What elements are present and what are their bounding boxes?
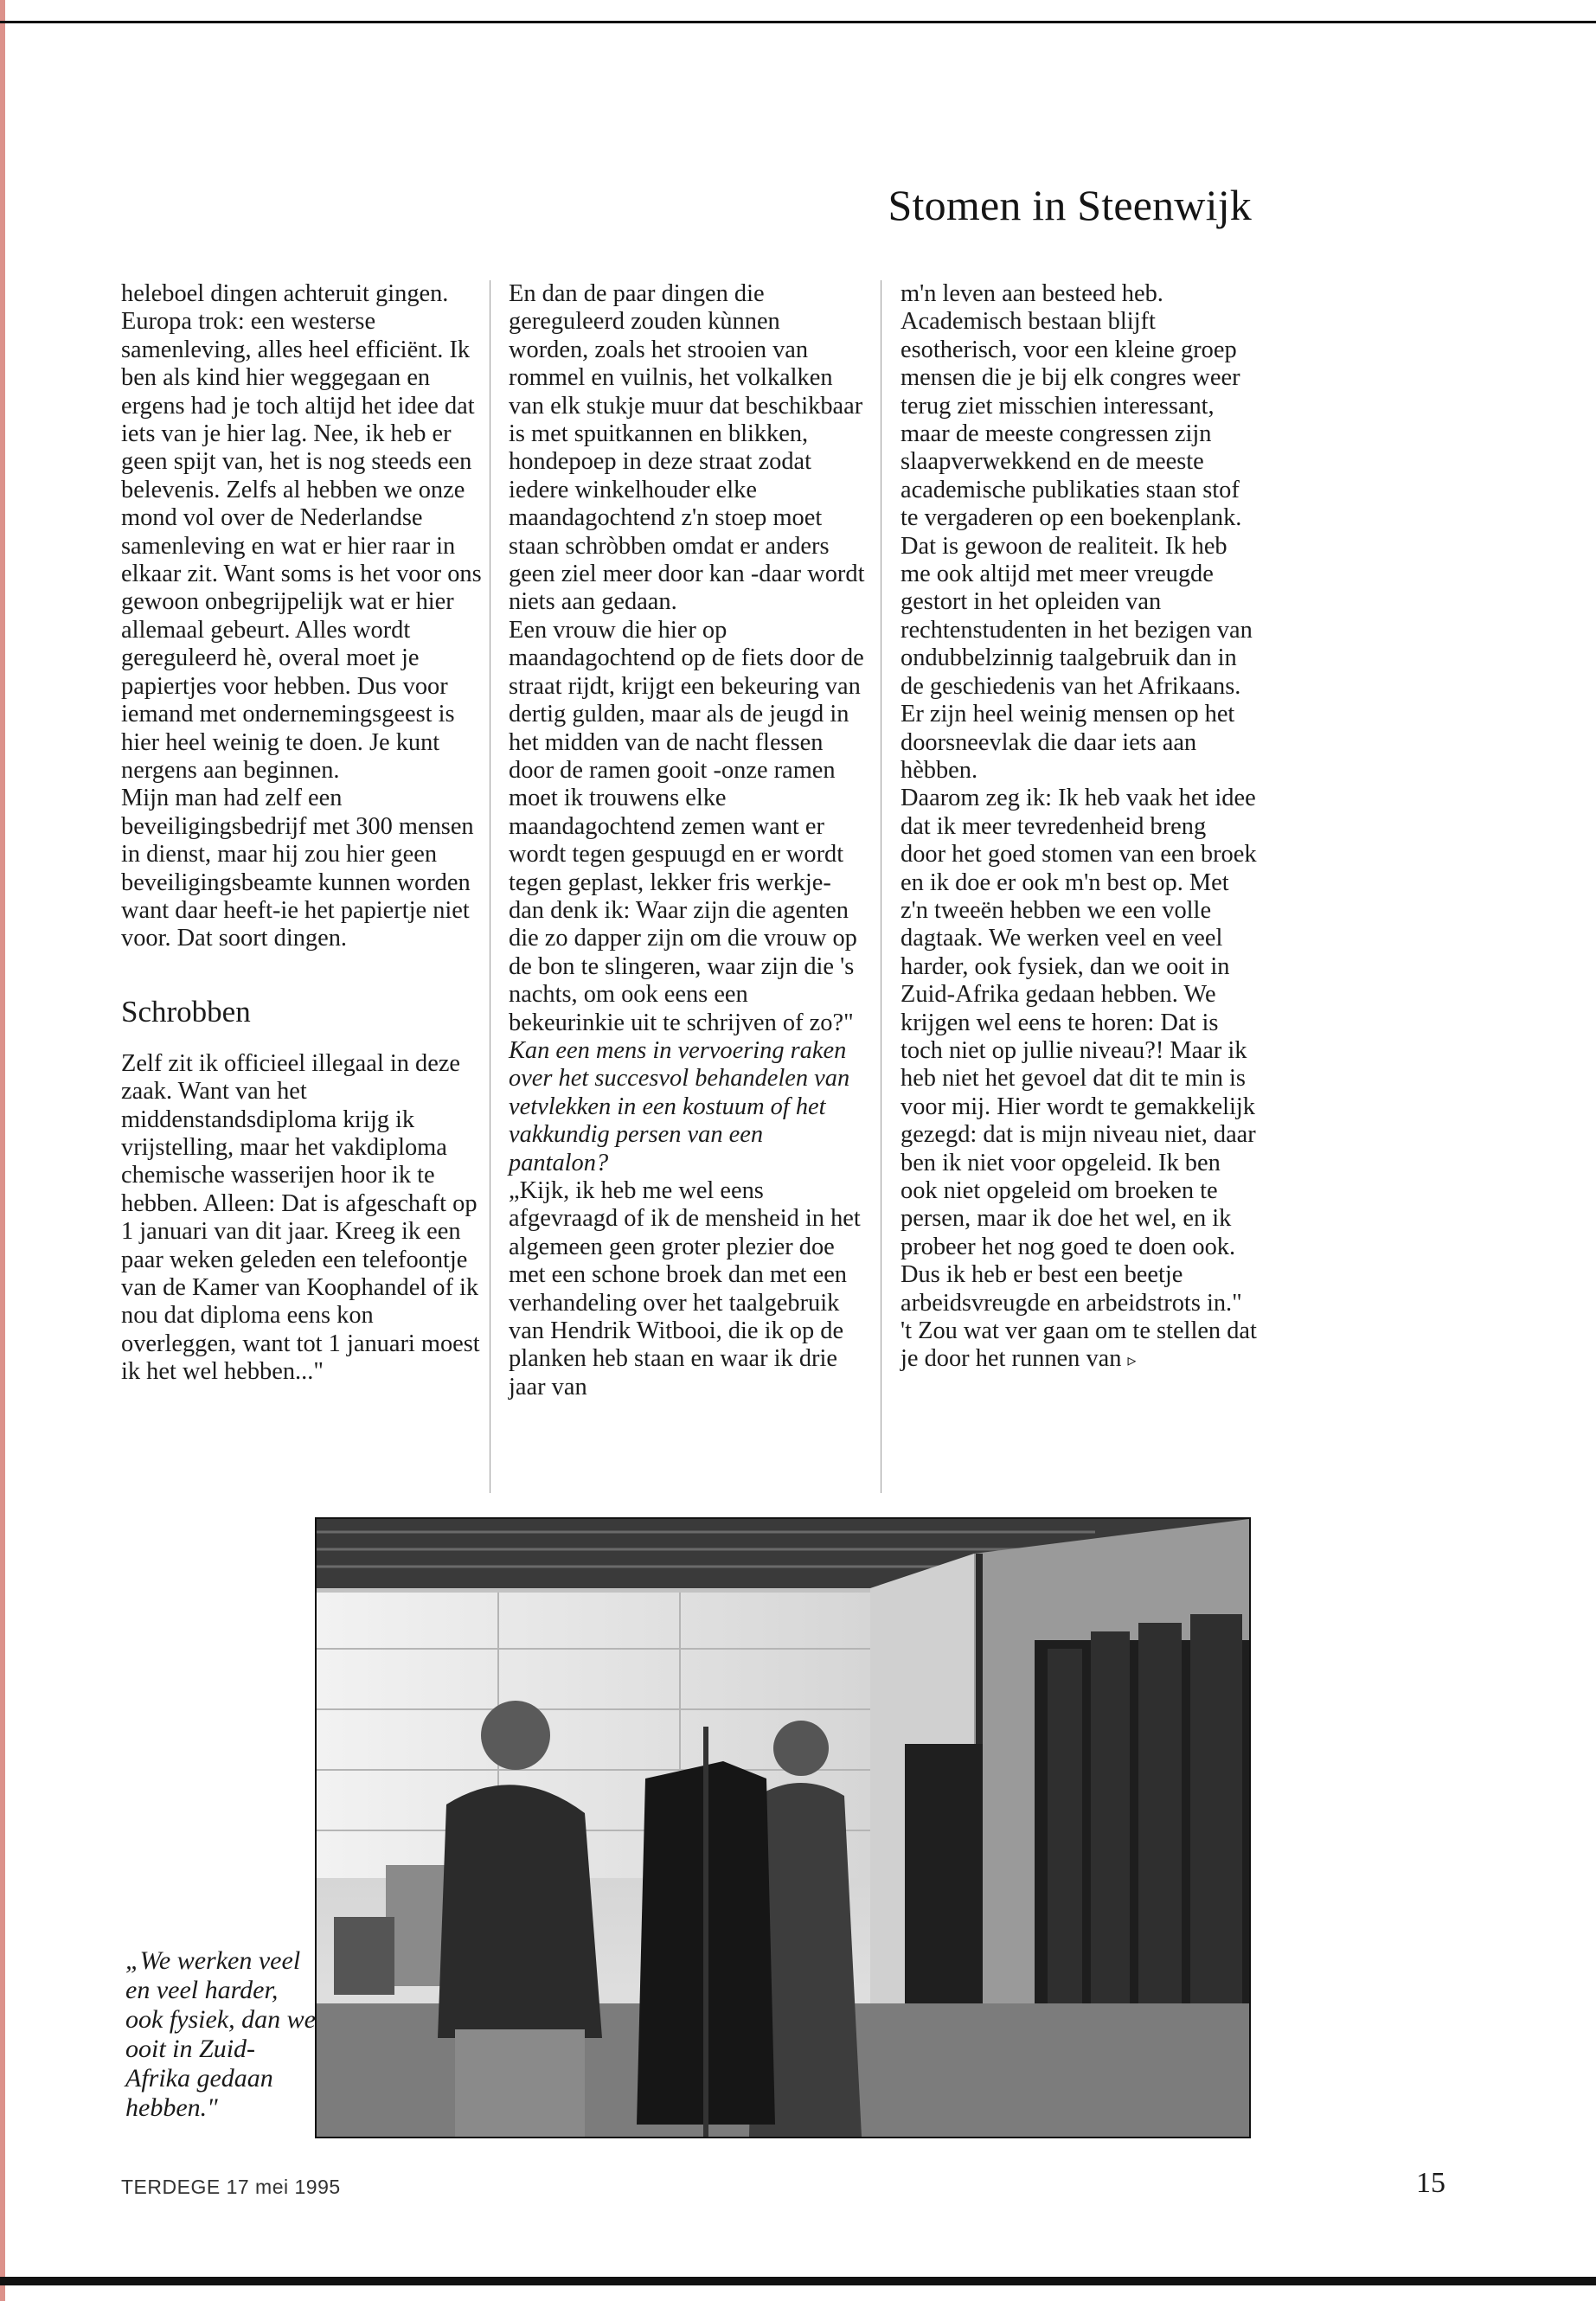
continue-arrow-icon: ▹ [1127,1351,1137,1371]
page-edge [0,0,5,2301]
top-rule [0,21,1596,23]
paragraph: En dan de paar dingen die gereguleerd zouden kùnnen worden, zoals het strooien van rommel en vuilnis, het volkalken van elk stukje muur dat beschikbaar is met spuitkannen en blikken, hondepoep in deze straat zodat iedere winkelhouder elke maandagochtend z'n stoep moet staan schròbben omdat er anders geen ziel meer door kan -daar wordt niets aan gedaan. [509,280,865,616]
article-photo [315,1517,1251,2138]
photo-caption: „We werken veel en veel harder, ook fysiek, dan we ooit in Zuid-Afrika gedaan hebben." [125,1946,316,2122]
paragraph: Zelf zit ik officieel illegaal in deze zaak. Want van het middenstandsdiploma krijg ik vrijstelling, maar het vakdiploma chemische wasserijen hoor ik te hebben. Alleen: Dat is afgeschaft op 1 januari van dit jaar. Kreeg ik een paar weken geleden een telefoontje van de Kamer van Koophandel of ik nou dat diploma eens kon overleggen, want tot 1 januari moest ik het wel hebben..." [121,1049,480,1386]
footer-issue: TERDEGE 17 mei 1995 [121,2176,341,2198]
page-number: 15 [1416,2167,1445,2199]
paragraph: m'n leven aan besteed heb. Academisch bestaan blijft esotherisch, voor een kleine groep mensen die je bij elk congres weer terug ziet misschien interessant, maar de meeste congressen zijn slaapverwekkend en de meeste academische publikaties staan stof te vergaderen op een boekenplank. Dat is gewoon de realiteit. Ik heb me ook altijd met meer vreugde gestort in het opleiden van rechtenstudenten in het bezigen van ondubbelzinnig taalgebruik dan in de geschiedenis van het Afrikaans. Er zijn heel weinig mensen op het doorsneevlak die daar iets aan hèbben. [901,280,1253,784]
paragraph-text: 't Zou wat ver gaan om te stellen dat je door het runnen van [901,1317,1257,1373]
paragraph: heleboel dingen achteruit gingen. Europa trok: een westerse samenleving, alles heel efficiënt. Ik ben als kind hier weggegaan en ergens had je toch altijd het idee dat iets van je hier lag. Nee, ik heb er geen spijt van, het is nog steeds een belevenis. Zelfs al hebben we onze mond vol over de Nederlandse samenleving en wat er hier raar in elkaar zit. Want soms is het voor ons gewoon onbegrijpelijk wat er hier allemaal gebeurt. Alles wordt gereguleerd hè, overal moet je papiertjes voor hebben. Dus voor iemand met ondernemingsgeest is hier heel weinig te doen. Je kunt nergens aan beginnen. [121,280,482,784]
article-column-2 [509,280,865,1401]
paragraph: Mijn man had zelf een beveiligingsbedrijf met 300 mensen in dienst, maar hij zou hier geen beveiligingsbeamte kunnen worden want daar heeft-ie het papiertje niet voor. Dat soort dingen. [121,785,474,952]
article-column-1 [121,280,484,1387]
page-title: Stomen in Steenwijk [888,181,1252,229]
paragraph [901,1317,1257,1375]
subheading: Schrobben [121,994,251,1029]
interview-question: Kan een mens in vervoering raken over het succesvol behandelen van vetvlekken in een kostuum of het vakkundig persen van een pantalon? [509,1036,850,1176]
paragraph: Een vrouw die hier op maandagochtend op de fiets door de straat rijdt, krijgt een bekeuring van dertig gulden, maar als de jeugd in het midden van de nacht flessen door de ramen gooit -onze ramen moet ik trouwens elke maandagochtend zemen want er wordt tegen gespuugd en er wordt tegen geplast, lekker fris werkje- dan denk ik: Waar zijn die agenten die zo dapper zijn om die vrouw op de bon te slingeren, waar zijn die 's nachts, om ook eens een bekeurinkie uit te schrijven of zo?" [509,616,864,1036]
laundry-shop-photo [317,1519,1249,2137]
article-column-3 [901,280,1257,1375]
bottom-rule [0,2277,1596,2285]
paragraph: „Kijk, ik heb me wel eens afgevraagd of ik de mensheid in het algemeen geen groter plezier doe met een schone broek dan met een verhandeling over het taalgebruik van Hendrik Witbooi, die ik op de planken heb staan en waar ik drie jaar van [509,1177,861,1400]
paragraph: Daarom zeg ik: Ik heb vaak het idee dat ik meer tevredenheid breng door het goed stomen van een broek en ik doe er ook m'n best op. Met z'n tweeën hebben we een volle dagtaak. We werken veel en veel harder, ook fysiek, dan we ooit in Zuid-Afrika gedaan hebben. We krijgen wel eens te horen: Dat is toch niet op jullie niveau?! Maar ik heb niet het gevoel dat dit te min is voor mij. Hier wordt te gemakkelijk gezegd: dat is mijn niveau niet, daar ben ik niet voor opgeleid. Ik ben ook niet opgeleid om broeken te persen, maar ik doe het wel, en ik probeer het nog goed te doen ook. Dus ik heb er best een beetje arbeidsvreugde en arbeidstrots in." [901,785,1257,1317]
